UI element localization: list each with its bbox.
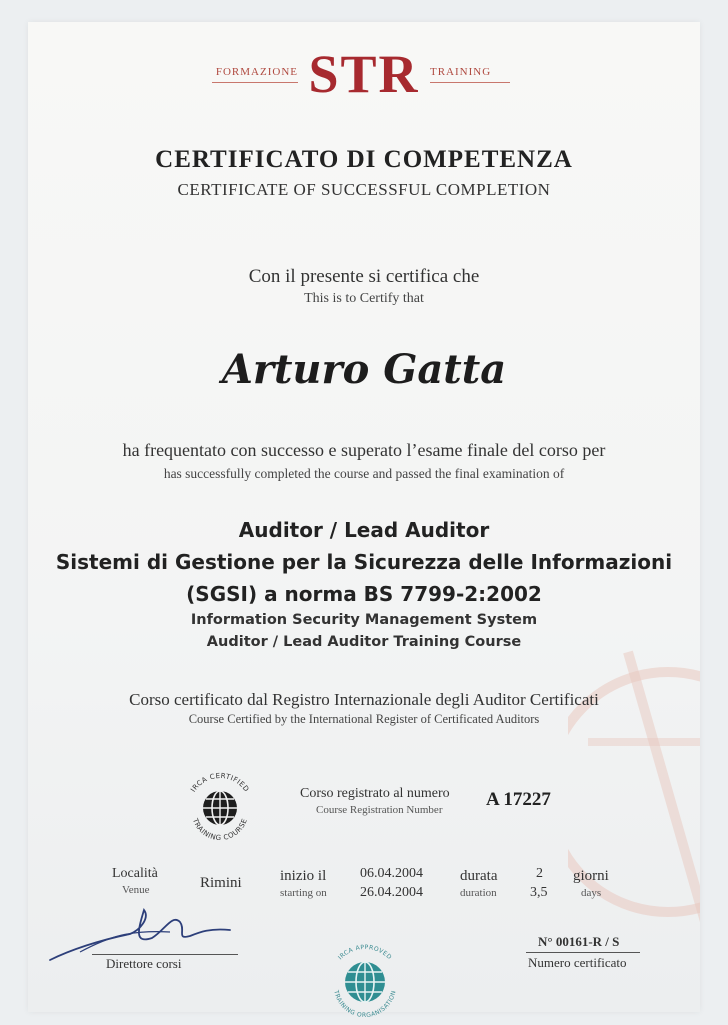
course-title: Auditor / Lead Auditor [238, 518, 490, 542]
teal-globe-icon [320, 940, 410, 1020]
logo-right-text: TRAINING [430, 66, 492, 78]
course-standard: (SGSI) a norma BS 7799-2:2002 [186, 582, 542, 606]
seal-top-arc-text: IRCA CERTIFIED [189, 771, 251, 794]
course-name-en: Information Security Management System [190, 612, 538, 628]
days-label-en: days [581, 887, 602, 899]
completion-text-en: has successfully completed the course and passed the final examination of [163, 466, 565, 481]
signature-line [92, 954, 238, 955]
course-type-en: Auditor / Lead Auditor Training Course [206, 634, 522, 650]
seal-bottom-top-arc-text: IRCA APPROVED [336, 943, 393, 962]
certificate-number-line [526, 952, 640, 953]
watermark-emblem [568, 632, 700, 952]
duration-value-2: 3,5 [530, 885, 548, 900]
completion-text-it: ha frequentato con successo e superato l’esame finale del corso per [122, 440, 606, 460]
course-name-it: Sistemi di Gestione per la Sicurezza delle Informazioni [55, 550, 673, 574]
end-date: 26.04.2004 [360, 885, 423, 900]
registration-number: A 17227 [486, 789, 551, 810]
certificate-number: N° 00161-R / S [538, 934, 620, 949]
certificate-subtitle: CERTIFICATE OF SUCCESSFUL COMPLETION [177, 180, 551, 199]
seal-bottom-bottom-arc-text: TRAINING ORGANISATION [332, 989, 398, 1020]
duration-value-1: 2 [536, 866, 543, 881]
certificate-number-label: Numero certificato [528, 955, 627, 970]
logo-underline-right [430, 82, 510, 83]
logo-underline-left [212, 82, 298, 83]
irca-approved-seal [320, 940, 410, 1020]
recipient-name: Arturo Gatta [221, 346, 507, 393]
globe-icon [180, 768, 260, 848]
irca-certified-seal [180, 768, 260, 848]
register-text-en: Course Certified by the International Register of Certificated Auditors [188, 712, 540, 726]
str-logo: STR [308, 44, 420, 104]
certify-text-en: This is to Certify that [304, 291, 424, 306]
start-label-it: inizio il [280, 868, 327, 884]
registration-label-it: Corso registrato al numero [300, 786, 450, 801]
venue-label-en: Venue [122, 884, 150, 896]
days-label-it: giorni [573, 868, 609, 884]
start-date: 06.04.2004 [360, 866, 423, 881]
venue-value: Rimini [200, 875, 242, 891]
logo-left-text: FORMAZIONE [215, 66, 298, 78]
registration-label-en: Course Registration Number [316, 804, 443, 816]
venue-label-it: Località [112, 866, 158, 881]
duration-label-it: durata [460, 868, 498, 884]
certificate-title: CERTIFICATO DI COMPETENZA [155, 146, 573, 173]
svg-text:IRCA APPROVED [337, 944, 393, 961]
seal-top-bottom-arc-text: TRAINING COURSE [191, 817, 249, 843]
start-label-en: starting on [280, 887, 327, 899]
signer-role: Direttore corsi [106, 956, 182, 971]
duration-label-en: duration [460, 887, 497, 899]
register-text-it: Corso certificato dal Registro Internazionale degli Auditor Certificati [129, 690, 599, 709]
certify-text-it: Con il presente si certifica che [248, 266, 480, 287]
